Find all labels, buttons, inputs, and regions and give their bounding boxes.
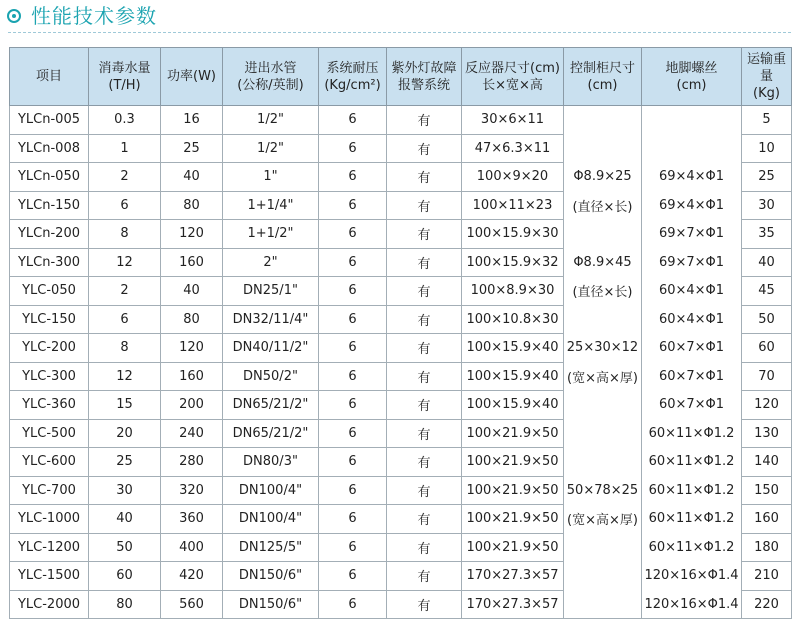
table-row (10, 163, 792, 192)
cell-power: 420 (161, 562, 223, 591)
cell-model: YLC-1500 (10, 562, 89, 591)
cell-reactor-size: 100×11×23 (462, 191, 564, 220)
table-row (10, 391, 792, 420)
column-header-text: (cm) (676, 77, 707, 93)
cell-power: 120 (161, 334, 223, 363)
cell-model: YLC-150 (10, 305, 89, 334)
cell-shipping-weight: 180 (742, 533, 792, 562)
table-row (10, 590, 792, 619)
cell-model: YLC-050 (10, 277, 89, 306)
cell-cabinet-size: (直径×长) (564, 191, 642, 220)
dashed-divider (8, 32, 791, 33)
column-header-text: 消毒水量 (98, 60, 151, 76)
table-row (10, 248, 792, 277)
table-row (10, 305, 792, 334)
cell-pipe-size: DN125/5" (223, 533, 319, 562)
cell-flow-rate: 60 (89, 562, 161, 591)
cell-system-pressure: 6 (319, 163, 387, 192)
cell-system-pressure: 6 (319, 391, 387, 420)
column-header-text: 反应器尺寸(cm) (465, 60, 560, 76)
cell-pipe-size: DN32/11/4" (223, 305, 319, 334)
cell-anchor-bolts: 69×4×Φ1 (642, 163, 742, 192)
cell-model: YLCn-150 (10, 191, 89, 220)
column-header-text: (T/H) (108, 77, 141, 93)
cell-shipping-weight: 220 (742, 590, 792, 619)
cell-flow-rate: 30 (89, 476, 161, 505)
table-row (10, 476, 792, 505)
table-row (10, 419, 792, 448)
spec-table (9, 47, 792, 619)
cell-anchor-bolts: 60×11×Φ1.2 (642, 448, 742, 477)
cell-pipe-size: DN65/21/2" (223, 391, 319, 420)
cell-model: YLC-700 (10, 476, 89, 505)
cell-cabinet-size (564, 220, 642, 249)
cell-uv-alarm: 有 (387, 419, 462, 448)
column-header-power (161, 48, 223, 106)
table-row (10, 220, 792, 249)
cell-reactor-size: 100×15.9×32 (462, 248, 564, 277)
cell-shipping-weight: 25 (742, 163, 792, 192)
cell-flow-rate: 25 (89, 448, 161, 477)
cell-flow-rate: 0.3 (89, 106, 161, 135)
cell-uv-alarm: 有 (387, 391, 462, 420)
cell-flow-rate: 80 (89, 590, 161, 619)
table-row (10, 277, 792, 306)
cell-model: YLC-2000 (10, 590, 89, 619)
cell-reactor-size: 170×27.3×57 (462, 562, 564, 591)
column-header-text: 功率(W) (167, 69, 216, 84)
column-header-text: 地脚螺丝 (665, 60, 718, 76)
column-header-text: 长×宽×高 (482, 77, 543, 93)
cell-anchor-bolts: 69×4×Φ1 (642, 191, 742, 220)
cell-system-pressure: 6 (319, 590, 387, 619)
cell-flow-rate: 8 (89, 220, 161, 249)
cell-power: 360 (161, 505, 223, 534)
table-row (10, 334, 792, 363)
cell-uv-alarm: 有 (387, 248, 462, 277)
cell-anchor-bolts: 60×7×Φ1 (642, 362, 742, 391)
cell-cabinet-size (564, 590, 642, 619)
cell-pipe-size: 2" (223, 248, 319, 277)
cell-flow-rate: 20 (89, 419, 161, 448)
cell-flow-rate: 50 (89, 533, 161, 562)
column-header-shipping-weight (742, 48, 792, 106)
cell-system-pressure: 6 (319, 448, 387, 477)
circle-bullet-icon (7, 9, 21, 23)
cell-flow-rate: 2 (89, 277, 161, 306)
cell-anchor-bolts: 60×11×Φ1.2 (642, 533, 742, 562)
cell-power: 160 (161, 248, 223, 277)
cell-cabinet-size (564, 391, 642, 420)
cell-shipping-weight: 150 (742, 476, 792, 505)
cell-reactor-size: 100×21.9×50 (462, 419, 564, 448)
cell-model: YLC-500 (10, 419, 89, 448)
cell-anchor-bolts: 60×11×Φ1.2 (642, 419, 742, 448)
cell-uv-alarm: 有 (387, 562, 462, 591)
cell-reactor-size: 30×6×11 (462, 106, 564, 135)
cell-shipping-weight: 120 (742, 391, 792, 420)
cell-anchor-bolts: 60×11×Φ1.2 (642, 505, 742, 534)
cell-reactor-size: 170×27.3×57 (462, 590, 564, 619)
cell-system-pressure: 6 (319, 248, 387, 277)
column-header-text: (cm) (587, 77, 618, 93)
column-header-text: (公称/英制) (237, 77, 304, 93)
cell-shipping-weight: 140 (742, 448, 792, 477)
cell-power: 80 (161, 305, 223, 334)
cell-reactor-size: 100×21.9×50 (462, 476, 564, 505)
table-row (10, 533, 792, 562)
column-header-text: 报警系统 (397, 77, 450, 93)
cell-cabinet-size: (宽×高×厚) (564, 505, 642, 534)
cell-pipe-size: 1+1/4" (223, 191, 319, 220)
cell-system-pressure: 6 (319, 134, 387, 163)
cell-system-pressure: 6 (319, 562, 387, 591)
cell-uv-alarm: 有 (387, 590, 462, 619)
cell-shipping-weight: 35 (742, 220, 792, 249)
cell-flow-rate: 12 (89, 248, 161, 277)
cell-shipping-weight: 50 (742, 305, 792, 334)
cell-uv-alarm: 有 (387, 106, 462, 135)
cell-uv-alarm: 有 (387, 362, 462, 391)
cell-system-pressure: 6 (319, 191, 387, 220)
cell-reactor-size: 100×15.9×40 (462, 391, 564, 420)
column-header-text: 项目 (35, 69, 62, 84)
column-header-flow-rate (89, 48, 161, 106)
cell-shipping-weight: 5 (742, 106, 792, 135)
cell-cabinet-size (564, 533, 642, 562)
cell-uv-alarm: 有 (387, 533, 462, 562)
table-row (10, 134, 792, 163)
cell-pipe-size: 1+1/2" (223, 220, 319, 249)
table-row (10, 106, 792, 135)
cell-reactor-size: 100×21.9×50 (462, 533, 564, 562)
cell-anchor-bolts: 60×7×Φ1 (642, 391, 742, 420)
cell-anchor-bolts: 69×7×Φ1 (642, 220, 742, 249)
cell-uv-alarm: 有 (387, 277, 462, 306)
cell-power: 400 (161, 533, 223, 562)
cell-cabinet-size: 25×30×12 (564, 334, 642, 363)
cell-power: 40 (161, 277, 223, 306)
cell-anchor-bolts: 60×11×Φ1.2 (642, 476, 742, 505)
cell-flow-rate: 8 (89, 334, 161, 363)
cell-power: 25 (161, 134, 223, 163)
column-header-text: (Kg/cm²) (324, 77, 381, 93)
cell-cabinet-size (564, 419, 642, 448)
cell-anchor-bolts: 60×4×Φ1 (642, 305, 742, 334)
cell-flow-rate: 15 (89, 391, 161, 420)
cell-pipe-size: 1/2" (223, 134, 319, 163)
cell-power: 40 (161, 163, 223, 192)
cell-cabinet-size: Φ8.9×25 (564, 163, 642, 192)
cell-model: YLCn-050 (10, 163, 89, 192)
page-header (0, 0, 799, 36)
cell-power: 160 (161, 362, 223, 391)
cell-system-pressure: 6 (319, 220, 387, 249)
cell-model: YLCn-005 (10, 106, 89, 135)
cell-reactor-size: 100×8.9×30 (462, 277, 564, 306)
table-header-row (10, 48, 792, 106)
column-header-cabinet-size (564, 48, 642, 106)
cell-system-pressure: 6 (319, 334, 387, 363)
cell-anchor-bolts (642, 106, 742, 135)
cell-uv-alarm: 有 (387, 476, 462, 505)
column-header-text: 紫外灯故障 (391, 60, 457, 76)
cell-power: 280 (161, 448, 223, 477)
cell-cabinet-size: 50×78×25 (564, 476, 642, 505)
cell-shipping-weight: 10 (742, 134, 792, 163)
cell-flow-rate: 6 (89, 191, 161, 220)
cell-flow-rate: 6 (89, 305, 161, 334)
cell-pipe-size: DN80/3" (223, 448, 319, 477)
column-header-text: 系统耐压 (326, 60, 379, 76)
cell-pipe-size: 1" (223, 163, 319, 192)
cell-system-pressure: 6 (319, 106, 387, 135)
cell-flow-rate: 2 (89, 163, 161, 192)
column-header-anchor-bolts (642, 48, 742, 106)
cell-uv-alarm: 有 (387, 505, 462, 534)
cell-uv-alarm: 有 (387, 334, 462, 363)
cell-system-pressure: 6 (319, 362, 387, 391)
cell-reactor-size: 47×6.3×11 (462, 134, 564, 163)
cell-anchor-bolts: 120×16×Φ1.4 (642, 562, 742, 591)
cell-reactor-size: 100×15.9×30 (462, 220, 564, 249)
cell-reactor-size: 100×15.9×40 (462, 362, 564, 391)
cell-model: YLCn-200 (10, 220, 89, 249)
cell-uv-alarm: 有 (387, 448, 462, 477)
cell-anchor-bolts: 69×7×Φ1 (642, 248, 742, 277)
table-row (10, 505, 792, 534)
column-header-pipe-size (223, 48, 319, 106)
cell-system-pressure: 6 (319, 505, 387, 534)
cell-uv-alarm: 有 (387, 134, 462, 163)
cell-system-pressure: 6 (319, 419, 387, 448)
cell-model: YLC-200 (10, 334, 89, 363)
cell-reactor-size: 100×10.8×30 (462, 305, 564, 334)
table-row (10, 562, 792, 591)
cell-model: YLC-360 (10, 391, 89, 420)
column-header-uv-alarm (387, 48, 462, 106)
cell-system-pressure: 6 (319, 277, 387, 306)
column-header-text: 控制柜尺寸 (569, 60, 635, 76)
cell-power: 240 (161, 419, 223, 448)
cell-uv-alarm: 有 (387, 220, 462, 249)
cell-reactor-size: 100×15.9×40 (462, 334, 564, 363)
cell-cabinet-size: (宽×高×厚) (564, 362, 642, 391)
cell-shipping-weight: 130 (742, 419, 792, 448)
cell-shipping-weight: 60 (742, 334, 792, 363)
cell-pipe-size: DN150/6" (223, 590, 319, 619)
cell-pipe-size: DN40/11/2" (223, 334, 319, 363)
cell-system-pressure: 6 (319, 533, 387, 562)
cell-power: 16 (161, 106, 223, 135)
cell-power: 320 (161, 476, 223, 505)
cell-reactor-size: 100×21.9×50 (462, 448, 564, 477)
cell-pipe-size: DN25/1" (223, 277, 319, 306)
column-header-model (10, 48, 89, 106)
cell-pipe-size: DN50/2" (223, 362, 319, 391)
cell-shipping-weight: 160 (742, 505, 792, 534)
cell-shipping-weight: 210 (742, 562, 792, 591)
cell-cabinet-size (564, 106, 642, 135)
cell-cabinet-size: Φ8.9×45 (564, 248, 642, 277)
cell-anchor-bolts (642, 134, 742, 163)
cell-power: 120 (161, 220, 223, 249)
table-body (10, 106, 792, 619)
cell-uv-alarm: 有 (387, 191, 462, 220)
cell-shipping-weight: 30 (742, 191, 792, 220)
cell-model: YLC-1000 (10, 505, 89, 534)
cell-cabinet-size: (直径×长) (564, 277, 642, 306)
cell-uv-alarm: 有 (387, 305, 462, 334)
column-header-text: (Kg) (753, 86, 780, 101)
cell-model: YLCn-008 (10, 134, 89, 163)
cell-cabinet-size (564, 448, 642, 477)
cell-pipe-size: DN150/6" (223, 562, 319, 591)
cell-reactor-size: 100×9×20 (462, 163, 564, 192)
cell-power: 560 (161, 590, 223, 619)
cell-model: YLC-1200 (10, 533, 89, 562)
cell-shipping-weight: 45 (742, 277, 792, 306)
cell-cabinet-size (564, 305, 642, 334)
cell-uv-alarm: 有 (387, 163, 462, 192)
cell-anchor-bolts: 60×7×Φ1 (642, 334, 742, 363)
cell-pipe-size: 1/2" (223, 106, 319, 135)
cell-model: YLC-600 (10, 448, 89, 477)
column-header-text: 进出水管 (244, 60, 297, 76)
table-row (10, 362, 792, 391)
cell-pipe-size: DN100/4" (223, 505, 319, 534)
table-row (10, 191, 792, 220)
cell-reactor-size: 100×21.9×50 (462, 505, 564, 534)
cell-model: YLCn-300 (10, 248, 89, 277)
cell-cabinet-size (564, 562, 642, 591)
cell-power: 80 (161, 191, 223, 220)
cell-flow-rate: 40 (89, 505, 161, 534)
cell-power: 200 (161, 391, 223, 420)
cell-system-pressure: 6 (319, 305, 387, 334)
cell-model: YLC-300 (10, 362, 89, 391)
table-row (10, 448, 792, 477)
cell-anchor-bolts: 60×4×Φ1 (642, 277, 742, 306)
cell-pipe-size: DN100/4" (223, 476, 319, 505)
cell-flow-rate: 1 (89, 134, 161, 163)
cell-anchor-bolts: 120×16×Φ1.4 (642, 590, 742, 619)
cell-flow-rate: 12 (89, 362, 161, 391)
cell-shipping-weight: 40 (742, 248, 792, 277)
cell-shipping-weight: 70 (742, 362, 792, 391)
page-title: 性能技术参数 (31, 4, 157, 28)
cell-system-pressure: 6 (319, 476, 387, 505)
column-header-text: 运输重量 (746, 52, 786, 84)
column-header-reactor-size (462, 48, 564, 106)
column-header-system-pressure (319, 48, 387, 106)
cell-cabinet-size (564, 134, 642, 163)
cell-pipe-size: DN65/21/2" (223, 419, 319, 448)
